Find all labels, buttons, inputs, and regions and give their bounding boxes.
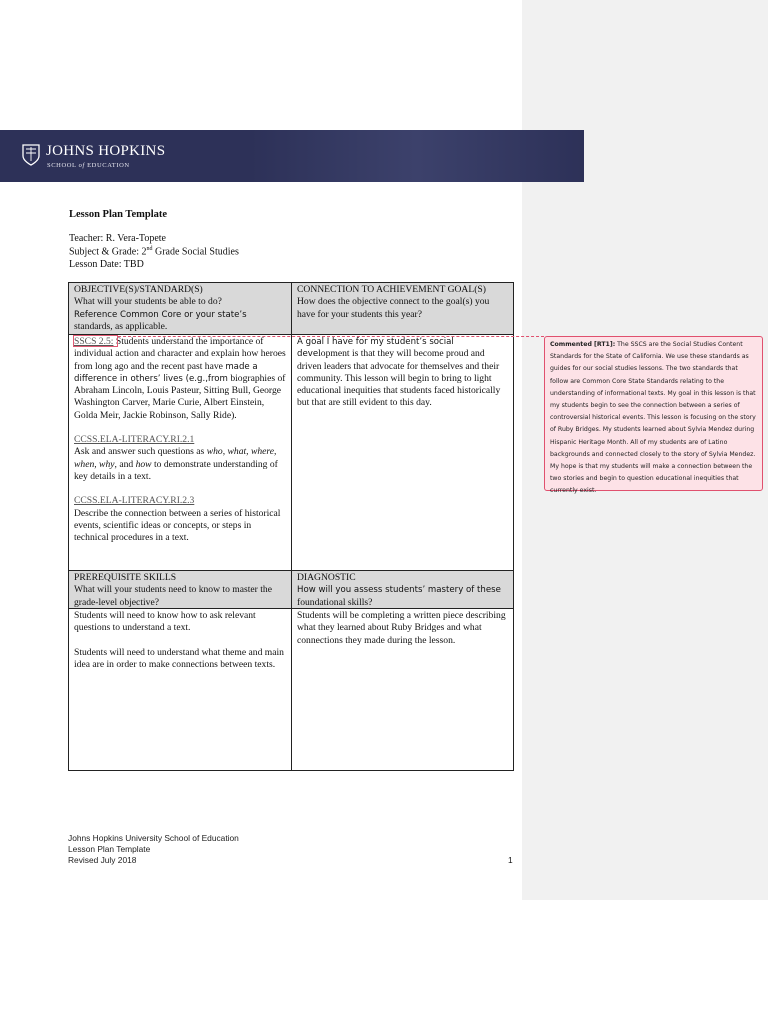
teacher-line: Teacher: R. Vera-Topete — [69, 233, 166, 244]
footer-line-3: Revised July 2018 — [68, 855, 137, 865]
achievement-goal-text: A goal I have for my student’s social development is that they will become proud and driven leaders that advocate for themselves and their community. This lesson will begin to bring to light educational inequities that students faced historically but that are still evident to this day. — [297, 337, 501, 409]
objective-question: What will your students be able to do? — [74, 296, 222, 308]
connection-header: CONNECTION TO ACHIEVEMENT GOAL(S) — [297, 284, 486, 295]
comment-text: The SSCS are the Social Studies Content Standards for the State of California. We use these standards as guides for our social studies lessons. The two standards that follow are Common Core State Standards relating to the understanding of informational texts. My goal in this lesson is that my students begin to see the connection between a series of controversial historical events. This lesson is focusing on the story of Ruby Bridges. My students learned about Sylvia Mendez during Hispanic Heritage Month. All of my students are of Latino backgrounds and connected closely to the story of Sylvia Mendez. My hope is that my students will make a connection between the two stories and begin to question educational inequities that currently exist. — [550, 341, 756, 495]
sscs-standard: SSCS 2.5: Students understand the importance of individual action and character and explain how heroes from long ago and the recent past have made a difference in others’ lives (e.g.,from biographies of Abraham Lincoln, Louis Pasteur, Sitting Bull, George Washington Carver, Marie Curie, Albert Einstein, Golda Meir, Jackie Robinson, Sally Ride). — [74, 336, 286, 421]
comment-connector-line — [118, 336, 544, 337]
footer-line-1: Johns Hopkins University School of Education — [68, 833, 239, 843]
prereq-question: What will your students need to know to master the grade-level objective? — [74, 584, 272, 608]
column-divider — [291, 283, 292, 770]
objective-reference-tail: standards, as applicable. — [74, 320, 168, 332]
diagnostic-content-cell — [292, 609, 513, 769]
banner-photo-overlay — [250, 130, 584, 182]
lesson-date-line: Lesson Date: TBD — [69, 259, 144, 270]
diagnostic-question-tail: foundational skills? — [297, 596, 373, 608]
standard-ri21-code: CCSS.ELA-LITERACY.RI.2.1 — [74, 434, 195, 446]
lesson-plan-table — [68, 282, 514, 771]
diagnostic-text: Students will be completing a written piece describing what they learned about Ruby Bridges and what connections they made during the lesson. — [297, 610, 506, 646]
document-title: Lesson Plan Template — [69, 209, 168, 220]
page-number: 1 — [508, 855, 513, 865]
connection-content-cell — [292, 335, 513, 569]
objective-reference: Reference Common Core or your state’s — [74, 309, 247, 320]
standard-ri23-code: CCSS.ELA-LITERACY.RI.2.3 — [74, 495, 195, 507]
prereq-header: PREREQUISITE SKILLS — [74, 572, 177, 583]
standard-ri21-text: Ask and answer such questions as who, what, where, when, why, and how to demonstrate understanding of key details in a text. — [74, 446, 278, 482]
objective-content-cell — [69, 335, 291, 569]
diagnostic-question: How will you assess students’ mastery of these — [297, 585, 501, 596]
sscs-code: SSCS 2.5: — [74, 336, 114, 347]
subject-line: Subject & Grade: 2nd Grade Social Studies — [69, 246, 239, 258]
university-seal-icon — [22, 144, 40, 166]
standard-ri23-text: Describe the connection between a series of historical events, scientific ideas or concepts, or steps in technical procedures in a text. — [74, 507, 281, 544]
objective-header-cell — [69, 283, 291, 334]
prereq-header-cell — [69, 571, 291, 608]
diagnostic-header: DIAGNOSTIC — [297, 572, 356, 583]
comments-pane-bottom — [522, 900, 768, 1024]
comment-anchor[interactable] — [73, 335, 118, 347]
diagnostic-header-cell — [292, 571, 513, 608]
header-banner — [0, 130, 584, 182]
objective-header: OBJECTIVE(S)/STANDARD(S) — [74, 284, 203, 295]
prereq-text-1: Students will need to know how to ask relevant questions to understand a text. — [74, 610, 256, 634]
connection-question: How does the objective connect to the goal(s) you have for your students this year? — [297, 296, 490, 320]
prereq-text-2: Students will need to understand what theme and main idea are in order to make connections between texts. — [74, 646, 284, 670]
connection-header-cell — [292, 283, 513, 334]
comment-balloon[interactable] — [544, 336, 763, 495]
brand-name: JOHNS HOPKINS — [46, 143, 166, 159]
prereq-content-cell — [69, 609, 291, 769]
footer-line-2: Lesson Plan Template — [68, 844, 151, 854]
school-name: SCHOOL of EDUCATION — [47, 162, 130, 169]
comment-label: Commented [RT1]: — [550, 341, 616, 348]
